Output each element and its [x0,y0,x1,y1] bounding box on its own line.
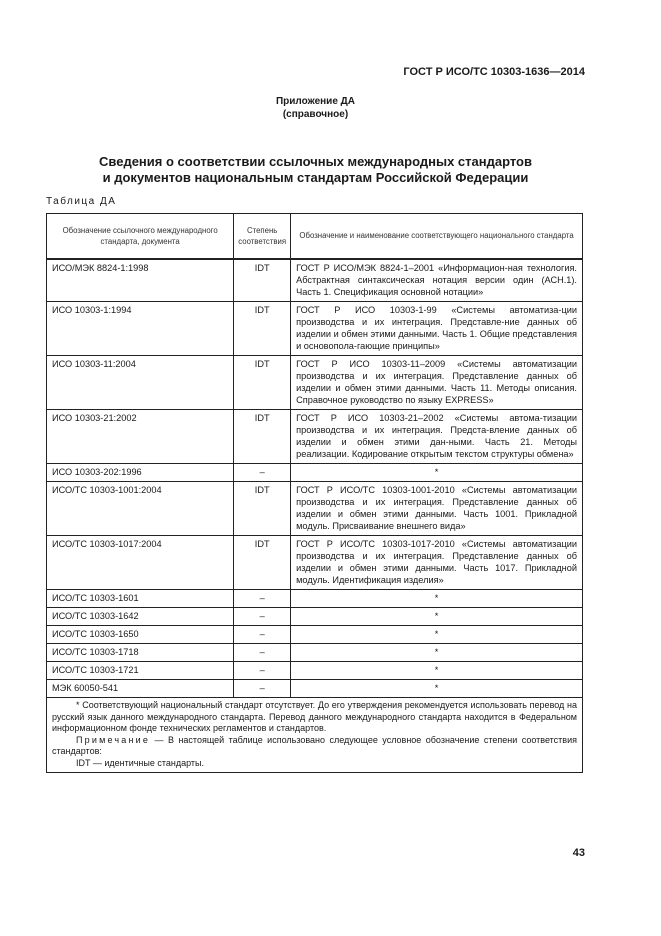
national-standard-cell: * [291,662,583,680]
degree-cell: IDT [234,259,291,302]
degree-cell: – [234,464,291,482]
reference-cell: ИСО 10303-21:2002 [47,410,234,464]
degree-cell: – [234,644,291,662]
document-title-line-1: Сведения о соответствии ссылочных международных стандартов [99,154,532,169]
note-label: Примечание [76,734,151,745]
table-notes-row [47,698,583,773]
reference-cell: ИСО/ТС 10303-1642 [47,608,234,626]
table-row [47,482,583,536]
national-standard-cell: * [291,626,583,644]
reference-cell: ИСО/ТС 10303-1718 [47,644,234,662]
national-standard-cell: ГОСТ Р ИСО 10303-1-99 «Системы автоматиза-ции производства и их интеграция. Представле-ние данных об изделии и обмен этими данными. Часть 1. Общие представления и основопола-гающие принципы» [291,302,583,356]
reference-cell: ИСО/ТС 10303-1001:2004 [47,482,234,536]
national-standard-cell: * [291,680,583,698]
footnote-text: * Соответствующий национальный стандарт отсутствует. До его утверждения рекомендуется использовать перевод на русский язык данного международного стандарта. Перевод данного международного стандарта находится в Федеральном информационном фонде технических регламентов и стандартов. [52,700,577,733]
table-row [47,259,583,302]
national-standard-cell: * [291,608,583,626]
reference-cell: ИСО/ТС 10303-1721 [47,662,234,680]
annex-title: Приложение ДА [275,96,356,107]
table-row [47,410,583,464]
header-reference-standard: Обозначение ссылочного международного стандарта, документа [47,214,234,260]
national-standard-cell: ГОСТ Р ИСО 10303-11–2009 «Системы автоматизации производства и их интеграция. Представление данных об изделии и обмен этими данными. Часть 11. Методы описания. Справочное руководство по языку EXPRESS» [291,356,583,410]
table-row [47,644,583,662]
table-row [47,680,583,698]
degree-cell: – [234,608,291,626]
table-row [47,536,583,590]
document-title [0,154,631,186]
national-standard-cell: * [291,644,583,662]
reference-cell: ИСО/ТС 10303-1017:2004 [47,536,234,590]
reference-cell: ИСО 10303-11:2004 [47,356,234,410]
header-degree: Степень соответствия [234,214,291,260]
reference-cell: МЭК 60050-541 [47,680,234,698]
degree-cell: – [234,662,291,680]
degree-cell: IDT [234,302,291,356]
degree-cell: – [234,626,291,644]
degree-cell: – [234,680,291,698]
page-number: 43 [572,847,585,859]
national-standard-cell: ГОСТ Р ИСО/МЭК 8824-1–2001 «Информацион-ная технология. Абстрактная синтаксическая нотация версии один (АСН.1). Часть 1. Спецификация основной нотации» [291,259,583,302]
reference-cell: ИСО/ТС 10303-1601 [47,590,234,608]
table-row [47,608,583,626]
table-label: Таблица ДА [46,196,117,207]
national-standard-cell: * [291,590,583,608]
note-text: — В настоящей таблице использовано следующее условное обозначение степени соответствия стандартов: [52,734,577,756]
document-title-line-2: и документов национальным стандартам Российской Федерации [102,170,529,185]
table-row [47,464,583,482]
reference-cell: ИСО/ТС 10303-1650 [47,626,234,644]
degree-cell: IDT [234,410,291,464]
note-item: IDT — идентичные стандарты. [76,757,205,768]
header-national-standard: Обозначение и наименование соответствующего национального стандарта [291,214,583,260]
national-standard-cell: ГОСТ Р ИСО/ТС 10303-1001-2010 «Системы автоматизации производства и их интеграция. Представление данных об изделии и обмен этими данными. Часть 1001. Прикладной модуль. Присваивание внешнего вида» [291,482,583,536]
degree-cell: IDT [234,356,291,410]
national-standard-cell: ГОСТ Р ИСО/ТС 10303-1017-2010 «Системы автоматизации производства и их интеграция. Представление данных об изделии и обмен этими данными. Часть 1017. Прикладной модуль. Идентификация изделия» [291,536,583,590]
table-row [47,626,583,644]
table-header-row [47,214,583,260]
table-row [47,662,583,680]
reference-cell: ИСО/МЭК 8824-1:1998 [47,259,234,302]
table-notes-cell [47,698,583,773]
correspondence-table [46,213,583,773]
national-standard-cell: * [291,464,583,482]
note-paragraph [52,735,577,758]
degree-cell: IDT [234,536,291,590]
degree-cell: – [234,590,291,608]
annex-subtitle: (справочное) [282,109,349,120]
national-standard-cell: ГОСТ Р ИСО 10303-21–2002 «Системы автома-тизации производства и их интеграция. Предста-вление данных об изделии и обмен этими дан-ными. Часть 21. Методы реализации. Кодирование открытым текстом структуры обмена» [291,410,583,464]
annex-heading [0,95,631,121]
table-row [47,356,583,410]
degree-cell: IDT [234,482,291,536]
standard-code-header: ГОСТ Р ИСО/ТС 10303-1636—2014 [403,66,585,78]
table-row [47,590,583,608]
reference-cell: ИСО 10303-202:1996 [47,464,234,482]
reference-cell: ИСО 10303-1:1994 [47,302,234,356]
table-row [47,302,583,356]
